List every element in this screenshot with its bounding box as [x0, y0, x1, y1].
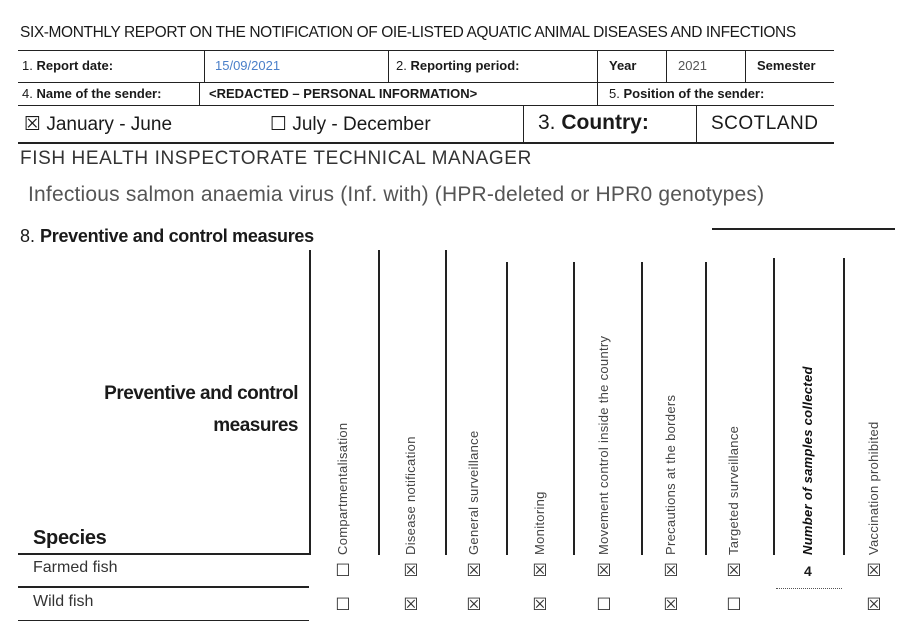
rule — [18, 620, 309, 621]
country-label: 3. Country: — [538, 111, 649, 134]
column-separator — [773, 258, 775, 555]
checked-box-icon: ☒ — [532, 561, 548, 580]
rule — [18, 586, 309, 588]
checked-box-icon: ☒ — [663, 561, 679, 580]
empty-box-icon: ☐ — [335, 561, 351, 580]
empty-box-icon: ☐ — [596, 595, 612, 614]
column-header: Targeted surveillance — [726, 425, 741, 555]
sender-label: 4. Name of the sender: — [22, 86, 162, 101]
checked-box-icon: ☒ — [403, 595, 419, 614]
rule — [18, 82, 834, 83]
column-separator — [641, 262, 643, 555]
column-header: Precautions at the borders — [663, 394, 678, 555]
report-date-label: 1. Report date: — [22, 58, 114, 73]
divider — [597, 83, 598, 105]
samples-underline — [776, 588, 842, 589]
divider — [666, 51, 667, 82]
rule — [712, 228, 895, 230]
column-separator — [573, 262, 575, 555]
reporting-period-label: 2. Reporting period: — [396, 58, 520, 73]
year-label: Year — [609, 58, 637, 73]
rule — [18, 105, 834, 106]
checked-box-icon: ☒ — [596, 561, 612, 580]
column-separator — [378, 250, 380, 555]
column-header: Vaccination prohibited — [866, 421, 881, 555]
disease-name: Infectious salmon anaemia virus (Inf. with) (HPR-deleted or HPR0 genotypes) — [28, 183, 765, 206]
divider — [597, 51, 598, 82]
empty-box-icon: ☐ — [726, 595, 742, 614]
divider — [696, 106, 697, 142]
period-jan-jun: ☒ January - June — [24, 114, 173, 135]
rule — [18, 553, 309, 555]
rule — [18, 50, 834, 51]
column-separator — [445, 250, 447, 555]
section-heading: 8. Preventive and control measures — [20, 226, 314, 246]
species-header: Species — [33, 527, 107, 549]
checked-box-icon: ☒ — [866, 561, 882, 580]
semester-label: Semester — [757, 58, 816, 73]
checked-box-icon: ☒ — [532, 595, 548, 614]
column-header: General surveillance — [466, 430, 481, 555]
empty-box-icon: ☐ — [335, 595, 351, 614]
column-header: Compartmentalisation — [335, 422, 350, 555]
column-separator — [309, 250, 311, 555]
column-header: Movement control inside the country — [596, 335, 611, 555]
checked-box-icon: ☒ — [726, 561, 742, 580]
divider — [204, 51, 205, 82]
period-jul-dec-checkbox: ☐ — [270, 114, 288, 135]
country-value: SCOTLAND — [711, 113, 819, 134]
table-corner-label: Preventive and control measures — [104, 383, 298, 436]
column-header: Monitoring — [532, 491, 547, 555]
checked-box-icon: ☒ — [663, 595, 679, 614]
row-species-label: Farmed fish — [33, 559, 118, 576]
checked-box-icon: ☒ — [466, 561, 482, 580]
period-jul-dec: ☐ July - December — [270, 114, 431, 135]
divider — [199, 83, 200, 105]
column-header: Disease notification — [403, 436, 418, 555]
divider — [523, 106, 524, 142]
year-value: 2021 — [678, 58, 707, 73]
rule — [18, 142, 834, 144]
checked-box-icon: ☒ — [403, 561, 419, 580]
period-jan-jun-checkbox: ☒ — [24, 114, 42, 135]
position-label: 5. Position of the sender: — [609, 86, 765, 101]
sender-value: <REDACTED – PERSONAL INFORMATION> — [209, 86, 478, 101]
position-value: FISH HEALTH INSPECTORATE TECHNICAL MANAGER — [20, 148, 532, 169]
checked-box-icon: ☒ — [866, 595, 882, 614]
report-title: SIX-MONTHLY REPORT ON THE NOTIFICATION OF OIE-LISTED AQUATIC ANIMAL DISEASES AND INFECTIONS — [20, 24, 796, 41]
checked-box-icon: ☒ — [466, 595, 482, 614]
report-date-value: 15/09/2021 — [215, 58, 281, 73]
divider — [745, 51, 746, 82]
column-separator — [843, 258, 845, 555]
row-species-label: Wild fish — [33, 593, 94, 610]
divider — [388, 51, 389, 82]
column-header: Number of samples collected — [800, 366, 815, 555]
samples-count: 4 — [804, 563, 812, 579]
column-separator — [506, 262, 508, 555]
column-separator — [705, 262, 707, 555]
